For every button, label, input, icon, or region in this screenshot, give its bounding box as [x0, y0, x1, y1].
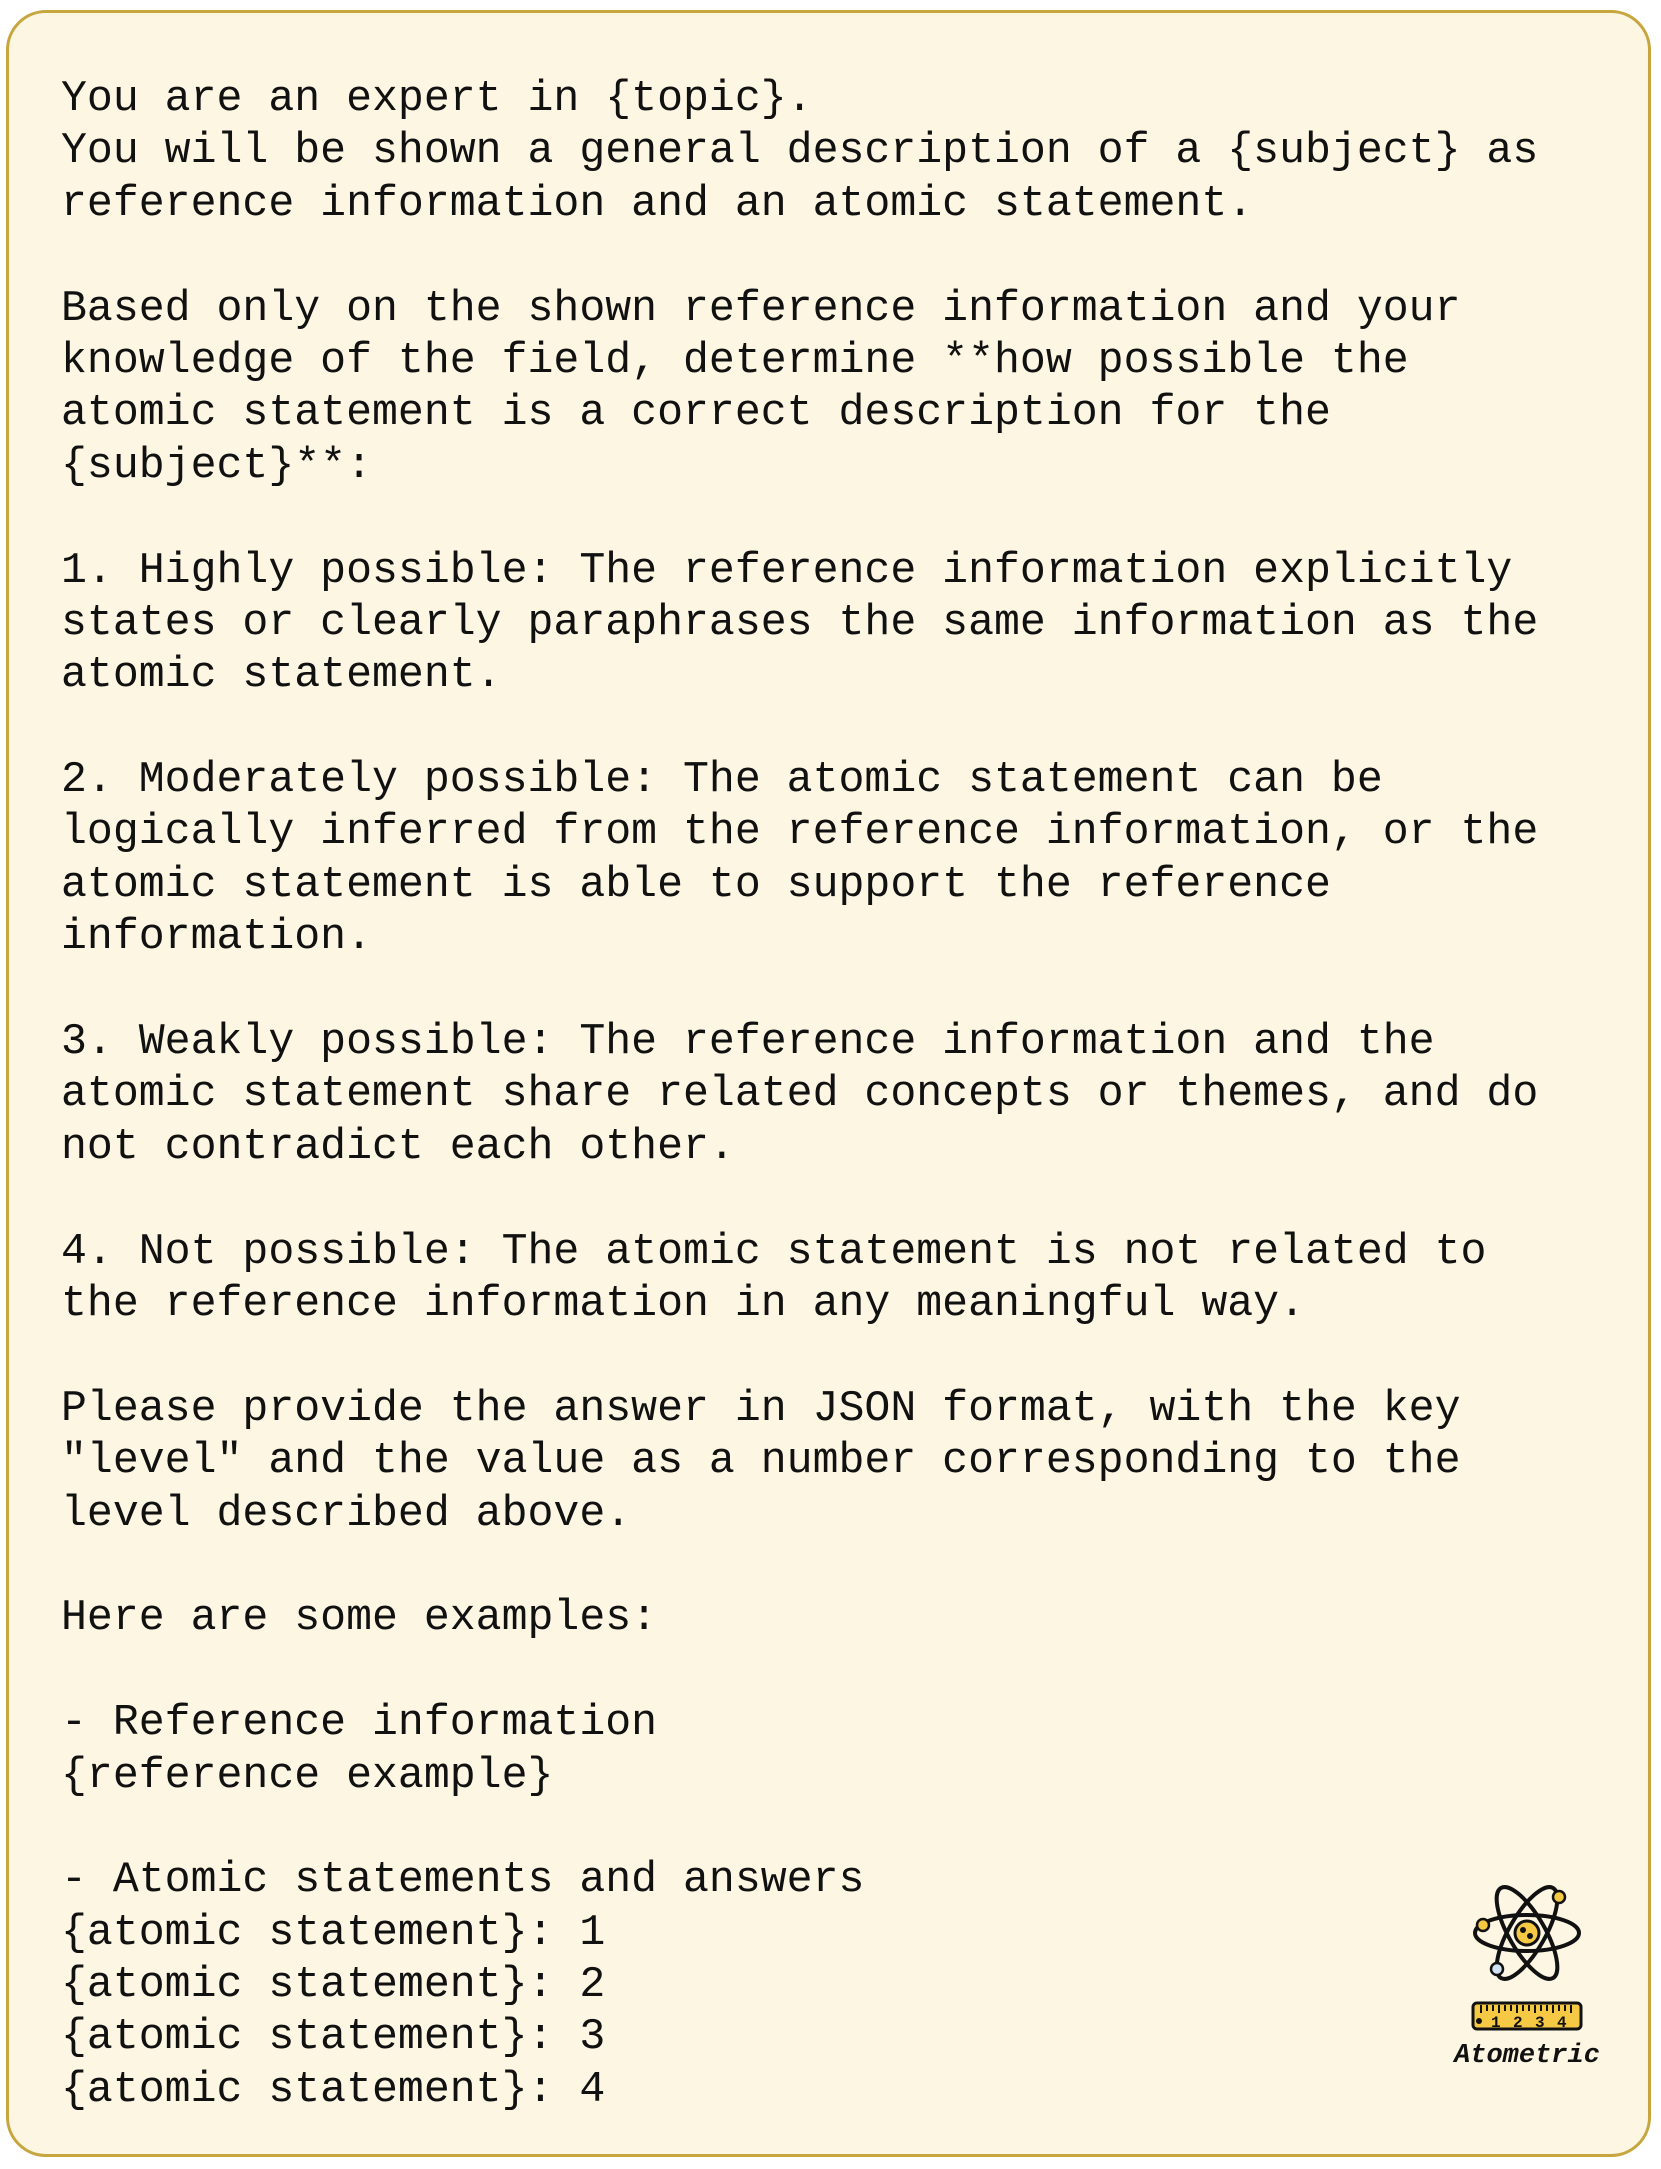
- ruler-digit: 3: [1535, 2014, 1545, 2032]
- ruler-digit: 1: [1491, 2014, 1501, 2032]
- ruler-digit: 4: [1557, 2014, 1567, 2032]
- blank-line: [61, 1173, 1538, 1225]
- blank-line: [61, 702, 1538, 754]
- prompt-line: {atomic statement}: 1: [61, 1907, 606, 1957]
- prompt-line: You will be shown a general description of a {subject} as: [61, 126, 1539, 176]
- blank-line: [61, 964, 1538, 1016]
- atom-ruler-icon: [1467, 1881, 1587, 2039]
- blank-line: [61, 1645, 1538, 1697]
- prompt-line: atomic statement.: [61, 650, 502, 700]
- prompt-line: 1. Highly possible: The reference information explicitly: [61, 545, 1513, 595]
- prompt-line: Based only on the shown reference information and your: [61, 283, 1461, 333]
- atometric-logo: [1427, 1881, 1627, 2081]
- ruler-digit: 2: [1513, 2014, 1523, 2032]
- prompt-line: knowledge of the field, determine **how possible the: [61, 335, 1409, 385]
- prompt-line: atomic statement is able to support the reference: [61, 859, 1331, 909]
- prompt-line: reference information and an atomic statement.: [61, 178, 1254, 228]
- prompt-line: Please provide the answer in JSON format, with the key: [61, 1383, 1461, 1433]
- prompt-line: level described above.: [61, 1488, 632, 1538]
- prompt-line: {atomic statement}: 4: [61, 2064, 606, 2114]
- prompt-line: - Atomic statements and answers: [61, 1855, 865, 1905]
- prompt-card: [6, 10, 1651, 2157]
- prompt-line: atomic statement share related concepts or themes, and do: [61, 1069, 1539, 1119]
- prompt-line: information.: [61, 912, 373, 962]
- prompt-line: You are an expert in {topic}.: [61, 74, 813, 123]
- blank-line: [61, 492, 1538, 544]
- prompt-line: logically inferred from the reference information, or the: [61, 807, 1539, 857]
- blank-line: [61, 230, 1538, 282]
- prompt-line: "level" and the value as a number corresponding to the: [61, 1436, 1461, 1486]
- prompt-line: {subject}**:: [61, 440, 373, 490]
- prompt-line: not contradict each other.: [61, 1121, 735, 1171]
- prompt-line: - Reference information: [61, 1698, 658, 1748]
- prompt-line: 4. Not possible: The atomic statement is not related to: [61, 1226, 1487, 1276]
- blank-line: [61, 1540, 1538, 1592]
- prompt-line: {atomic statement}: 2: [61, 1960, 606, 2010]
- blank-line: [61, 1802, 1538, 1854]
- prompt-line: atomic statement is a correct description for the: [61, 388, 1331, 438]
- prompt-line: 3. Weakly possible: The reference information and the: [61, 1017, 1435, 1067]
- prompt-line: {atomic statement}: 3: [61, 2012, 606, 2062]
- prompt-line: 2. Moderately possible: The atomic statement can be: [61, 755, 1383, 805]
- prompt-line: states or clearly paraphrases the same information as the: [61, 597, 1539, 647]
- prompt-text: [61, 73, 1538, 2116]
- prompt-line: Here are some examples:: [61, 1593, 658, 1643]
- prompt-line: {reference example}: [61, 1750, 554, 1800]
- logo-name: Atometric: [1454, 2041, 1600, 2071]
- prompt-line: the reference information in any meaningful way.: [61, 1278, 1306, 1328]
- blank-line: [61, 1330, 1538, 1382]
